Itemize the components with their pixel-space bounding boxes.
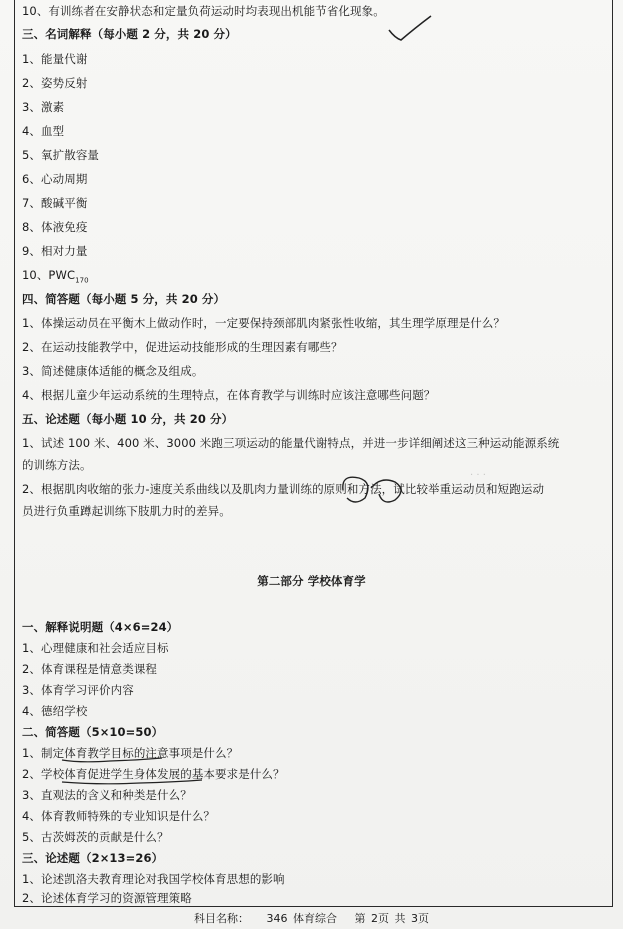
p2-essay-item: 1、论述凯洛夫教育理论对我国学校体育思想的影响 bbox=[22, 872, 285, 886]
term-item: 6、心动周期 bbox=[22, 172, 88, 186]
p2-section-1-heading: 一、解释说明题（4×6=24） bbox=[22, 620, 179, 634]
part-2-title: 第二部分 学校体育学 bbox=[257, 574, 366, 588]
footer-subject-label: 科目名称： bbox=[194, 912, 249, 925]
term-item: 2、姿势反射 bbox=[22, 76, 88, 90]
explain-item: 3、体育学习评价内容 bbox=[22, 683, 134, 697]
p2-essay-item: 2、论述体育学习的资源管理策略 bbox=[22, 891, 192, 905]
term-item: 7、酸碱平衡 bbox=[22, 196, 88, 210]
p2-short-item: 4、体育教师特殊的专业知识是什么？ bbox=[22, 809, 216, 823]
page-footer bbox=[0, 910, 623, 926]
explain-item: 4、德绍学校 bbox=[22, 704, 88, 718]
pwc-subscript: 170 bbox=[75, 276, 89, 285]
section-3-heading: 三、名词解释（每小题 2 分，共 20 分） bbox=[22, 27, 237, 41]
term-item: 4、血型 bbox=[22, 124, 65, 138]
section-5-heading: 五、论述题（每小题 10 分，共 20 分） bbox=[22, 412, 234, 426]
p2-short-item: 5、古茨姆茨的贡献是什么？ bbox=[22, 830, 169, 844]
term-item: 1、能量代谢 bbox=[22, 52, 88, 66]
explain-item: 1、心理健康和社会适应目标 bbox=[22, 641, 169, 655]
essay-item-1-line-2: 的训练方法。 bbox=[22, 458, 92, 472]
footer-page-info: 第 2页 共 3页 bbox=[354, 912, 429, 925]
question-10: 10、有训练者在安静状态和定量负荷运动时均表现出机能节省化现象。 bbox=[22, 4, 385, 18]
essay-item-2-line-1: 2、根据肌肉收缩的张力-速度关系曲线以及肌肉力量训练的原则和方法，试比较举重运动员和短跑运动 bbox=[22, 482, 545, 496]
short-answer-item: 1、体操运动员在平衡木上做动作时，一定要保持颈部肌肉紧张性收缩，其生理学原理是什么？ bbox=[22, 316, 506, 330]
term-item-pwc bbox=[22, 268, 89, 287]
short-answer-item: 3、简述健康体适能的概念及组成。 bbox=[22, 364, 204, 378]
essay-item-2-line-2: 员进行负重蹲起训练下肢肌力时的差异。 bbox=[22, 504, 231, 518]
essay-item-1-line-1: 1、试述 100 米、400 米、3000 米跑三项运动的能量代谢特点，并进一步详细阐述这三种运动能源系统 bbox=[22, 436, 560, 450]
short-answer-item: 2、在运动技能教学中，促进运动技能形成的生理因素有哪些？ bbox=[22, 340, 343, 354]
explain-item: 2、体育课程是情意类课程 bbox=[22, 662, 158, 676]
section-4-heading: 四、简答题（每小题 5 分，共 20 分） bbox=[22, 292, 226, 306]
p2-section-3-heading: 三、论述题（2×13=26） bbox=[22, 851, 164, 865]
p2-short-item: 2、学校体育促进学生身体发展的基本要求是什么？ bbox=[22, 767, 285, 781]
term-item: 9、相对力量 bbox=[22, 244, 88, 258]
pwc-prefix: 10、PWC bbox=[22, 268, 76, 282]
term-item: 3、激素 bbox=[22, 100, 65, 114]
short-answer-item: 4、根据儿童少年运动系统的生理特点，在体育教学与训练时应该注意哪些问题？ bbox=[22, 388, 436, 402]
footer-subject-value: 346 体育综合 bbox=[266, 912, 337, 925]
term-item: 8、体液免疫 bbox=[22, 220, 88, 234]
p2-section-2-heading: 二、简答题（5×10=50） bbox=[22, 725, 164, 739]
term-item: 5、氧扩散容量 bbox=[22, 148, 100, 162]
p2-short-item: 1、制定体育教学目标的注意事项是什么？ bbox=[22, 746, 239, 760]
p2-short-item: 3、直观法的含义和种类是什么？ bbox=[22, 788, 192, 802]
bleed-through-text: · · · bbox=[470, 470, 486, 481]
